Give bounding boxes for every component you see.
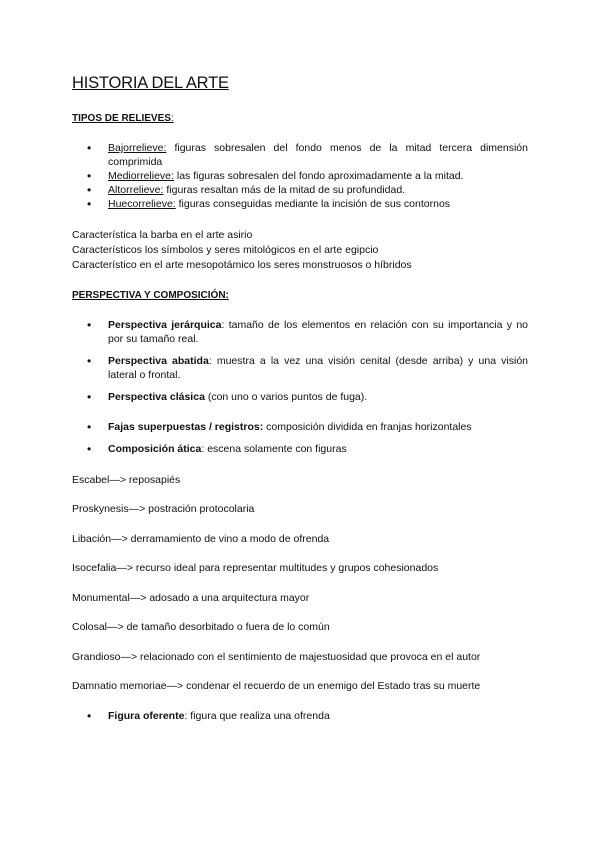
glossary-line: Monumental—> adosado a una arquitectura mayor (72, 592, 310, 604)
note-line: Característica la barba en el arte asirio (72, 229, 253, 241)
list-item-term: Perspectiva jerárquica (108, 319, 222, 331)
page-title: HISTORIA DEL ARTE (72, 74, 229, 92)
list-item (72, 709, 528, 723)
glossary-line: Colosal—> de tamaño desorbitado o fuera de lo común (72, 621, 330, 633)
list-item (72, 442, 528, 456)
relieves-list (72, 141, 528, 211)
list-item (72, 318, 528, 346)
list-item (72, 354, 528, 382)
list-item-term: Altorrelieve: (108, 184, 164, 196)
list-item-text: (con uno o varios puntos de fuga). (204, 391, 368, 403)
note-line: Característico en el arte mesopotámico los seres monstruosos o híbridos (72, 259, 412, 271)
list-item-text: : escena solamente con figuras (201, 443, 347, 455)
list-item-text: figuras conseguidas mediante la incisión de sus contornos (175, 198, 451, 210)
list-item-term: Bajorrelieve: (108, 142, 167, 154)
list-item-text: figuras sobresalen del fondo menos de la mitad tercera dimensión comprimida (108, 142, 528, 168)
list-item-term: Fajas superpuestas / registros: (108, 421, 264, 433)
list-item-text: : muestra a la vez una visión cenital (desde arriba) y una visión lateral o frontal. (108, 355, 529, 381)
glossary-line: Damnatio memoriae—> condenar el recuerdo de un enemigo del Estado tras su muerte (72, 680, 481, 692)
relieves-heading (72, 112, 174, 126)
list-item-text: figuras resaltan más de la mitad de su profundidad. (163, 184, 406, 196)
glossary-line: Escabel—> reposapiés (72, 474, 181, 486)
note-line: Característicos los símbolos y seres mitológicos en el arte egipcio (72, 244, 379, 256)
list-item-term: Figura oferente (108, 710, 185, 722)
list-item-term: Composición ática (108, 443, 202, 455)
list-item-text: composición dividida en franjas horizontales (263, 421, 472, 433)
list-item-term: Mediorrelieve: (108, 170, 174, 182)
list-item (72, 197, 528, 211)
list-item (72, 169, 528, 183)
perspectiva-list (72, 318, 528, 456)
relieves-heading-colon: : (170, 113, 174, 124)
glossary-line: Isocefalia—> recurso ideal para representar multitudes y grupos cohesionados (72, 562, 439, 574)
relieves-heading-text: TIPOS DE RELIEVES (72, 113, 171, 124)
perspectiva-heading: PERSPECTIVA Y COMPOSICIÓN: (72, 290, 229, 301)
list-item (72, 390, 528, 404)
glossary-line: Grandioso—> relacionado con el sentimiento de majestuosidad que provoca en el autor (72, 651, 481, 663)
final-list (72, 709, 528, 723)
list-item-term: Perspectiva abatida (108, 355, 209, 367)
glossary-line: Libación—> derramamiento de vino a modo de ofrenda (72, 533, 330, 545)
list-item-text: : tamaño de los elementos en relación con su importancia y no por su tamaño real. (108, 319, 528, 345)
list-item (72, 183, 528, 197)
list-item (72, 420, 528, 434)
list-item (72, 141, 528, 169)
glossary-line: Proskynesis—> postración protocolaria (72, 503, 255, 515)
list-item-term: Perspectiva clásica (108, 391, 205, 403)
list-item-term: Huecorrelieve: (108, 198, 176, 210)
list-item-text: : figura que realiza una ofrenda (184, 710, 330, 722)
list-item-text: las figuras sobresalen del fondo aproximadamente a la mitad. (173, 170, 464, 182)
